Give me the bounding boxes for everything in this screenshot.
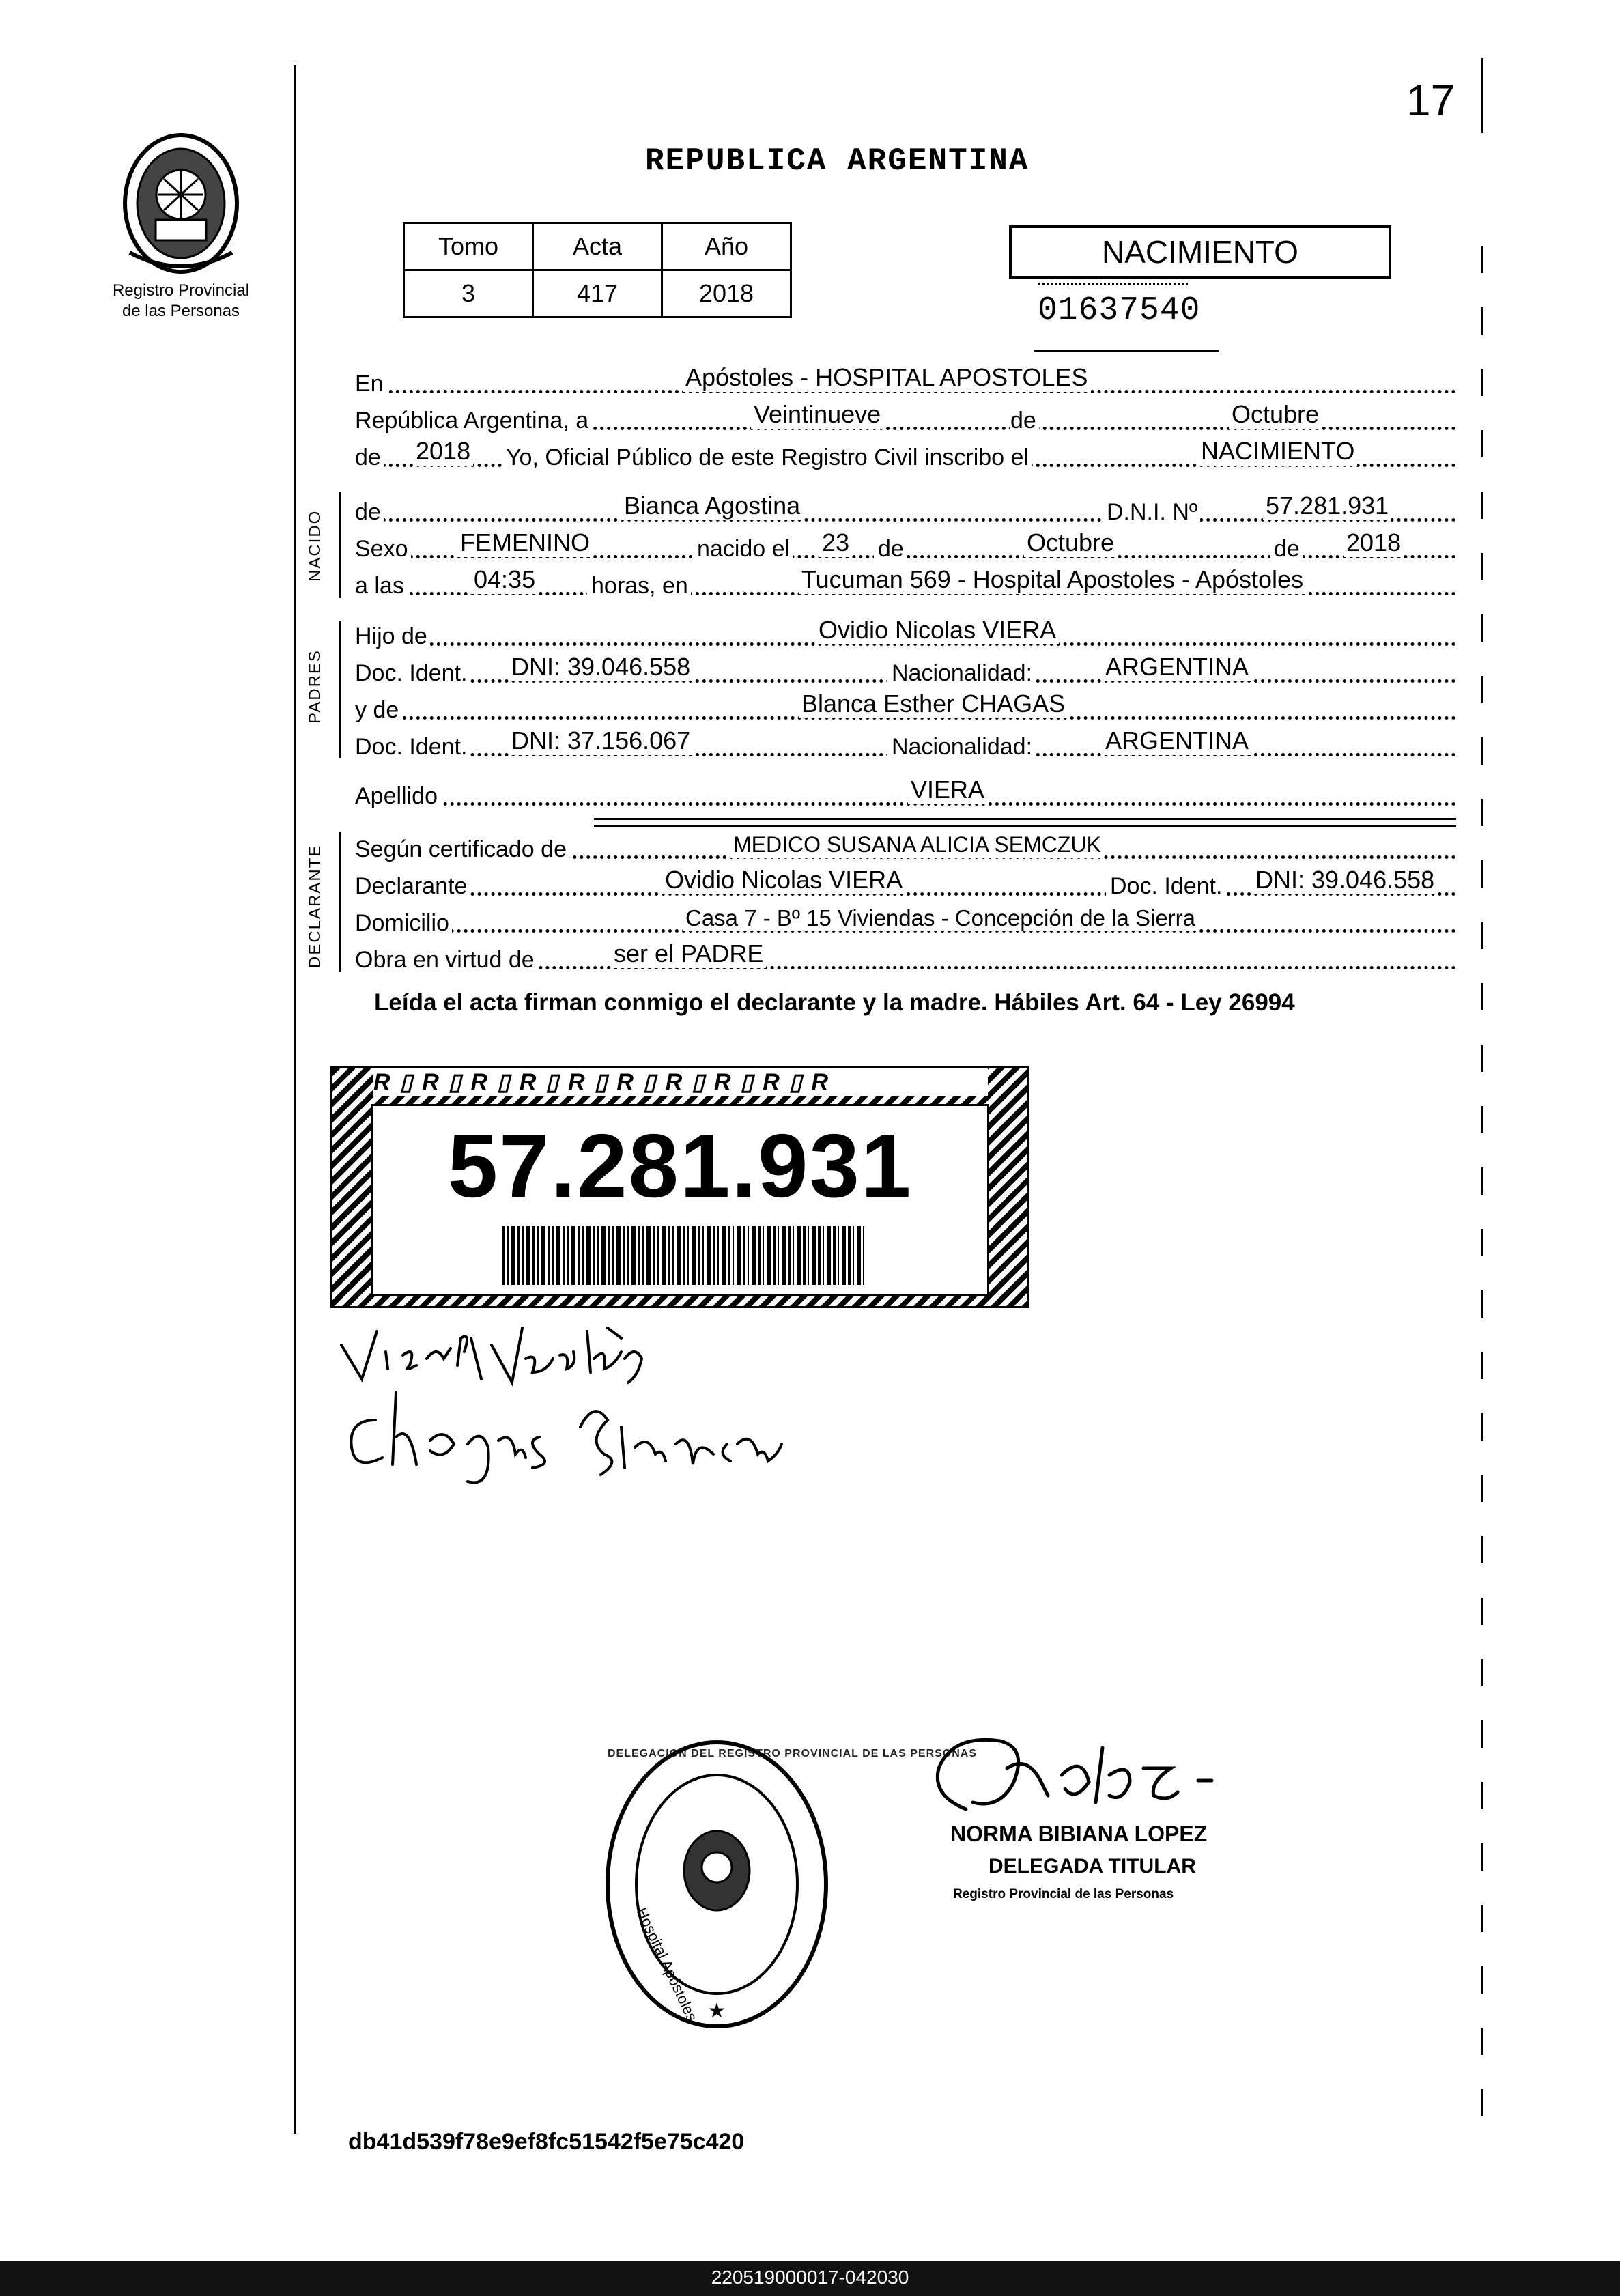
declarante-name-label: Declarante	[355, 873, 470, 900]
line-mother-doc	[355, 724, 1456, 765]
table-cell-tomo: 3	[404, 270, 533, 317]
sticker-letter: R	[519, 1069, 546, 1095]
sexo-label: Sexo	[355, 536, 411, 563]
sexo-value: FEMENINO	[457, 528, 593, 557]
declarante-label: DECLARANTE	[306, 844, 324, 968]
inscribo-text: Yo, Oficial Público de este Registro Civil inscribo el	[502, 444, 1032, 471]
serial-underline-top	[1038, 283, 1188, 285]
line-obra	[355, 937, 1456, 978]
doc-ident-label-2: Doc. Ident.	[355, 734, 470, 761]
sticker-border-letters: R▯R▯R▯R▯R▯R▯R▯R▯R▯R	[373, 1068, 988, 1096]
sticker-letter: R	[811, 1069, 838, 1095]
sticker-letter: R	[568, 1069, 595, 1095]
sticker-letter: R	[713, 1069, 741, 1095]
official-name: NORMA BIBIANA LOPEZ	[950, 1822, 1208, 1846]
certificate-value: MEDICO SUSANA ALICIA SEMCZUK	[730, 832, 1104, 858]
birth-year-value: 2018	[1344, 528, 1404, 557]
declarante-doc-value: DNI: 39.046.558	[1253, 866, 1437, 894]
official-stamp	[601, 1734, 978, 2035]
de-label: de	[1010, 408, 1039, 434]
nacionalidad-label: Nacionalidad:	[887, 660, 1035, 687]
nacido-label: NACIDO	[306, 509, 324, 582]
mother-name-value: Blanca Esther CHAGAS	[799, 690, 1068, 718]
sticker-inner	[371, 1104, 989, 1296]
nacido-el-label: nacido el	[693, 536, 793, 563]
left-margin-line	[294, 65, 296, 2134]
sticker-letter: R	[763, 1069, 789, 1095]
line-date	[355, 397, 1456, 438]
line-y-de	[355, 687, 1456, 728]
child-dni-value: 57.281.931	[1263, 492, 1391, 520]
horas-label: horas, en	[587, 573, 691, 599]
line-nacido-name	[355, 489, 1456, 530]
act-type-box: NACIMIENTO	[1009, 225, 1391, 279]
en-label: En	[355, 371, 386, 397]
record-table	[403, 222, 792, 318]
document-hash: db41d539f78e9ef8fc51542f5e75c420	[348, 2129, 745, 2155]
footer-code: 220519000017-042030	[711, 2267, 909, 2288]
father-nationality-value: ARGENTINA	[1103, 653, 1251, 681]
sticker-barcode	[502, 1226, 864, 1285]
month-value: Octubre	[1229, 400, 1322, 429]
line-inscribo	[355, 434, 1456, 475]
padres-label: PADRES	[306, 649, 324, 724]
mother-nationality-value: ARGENTINA	[1103, 726, 1251, 755]
right-margin-line	[1481, 58, 1483, 133]
doc-ident-label: Doc. Ident.	[355, 660, 470, 687]
logo-caption-line1: Registro Provincial	[112, 281, 250, 300]
sticker-letter: R	[373, 1069, 400, 1095]
de-label-2: de	[874, 536, 907, 563]
nacido-bracket	[339, 492, 341, 598]
year-value: 2018	[413, 437, 473, 466]
serial-underline	[1034, 350, 1219, 352]
birth-month-value: Octubre	[1024, 528, 1117, 557]
dni-label: D.N.I. Nº	[1103, 499, 1200, 526]
logo-caption-line2: de las Personas	[122, 302, 240, 320]
handwritten-signatures	[335, 1318, 881, 1495]
apellido-value: VIERA	[908, 776, 987, 804]
line-hijo-de	[355, 613, 1456, 654]
page-number: 17	[1406, 76, 1455, 125]
child-name-value: Bianca Agostina	[621, 492, 803, 520]
nacido-de-label: de	[355, 499, 384, 526]
y-de-label: y de	[355, 697, 401, 724]
right-margin-line-lower	[1481, 246, 1483, 2130]
page-title: REPUBLICA ARGENTINA	[645, 143, 1029, 179]
line-segun	[355, 826, 1456, 867]
nacionalidad-label-2: Nacionalidad:	[887, 734, 1035, 761]
birth-place-value: Tucuman 569 - Hospital Apostoles - Apóstoles	[799, 565, 1306, 594]
a-las-label: a las	[355, 573, 407, 599]
svg-text:★: ★	[707, 1999, 726, 2023]
stamp-outer-text: DELEGACION DEL REGISTRO PROVINCIAL DE LAS PERSONAS	[608, 1748, 978, 1759]
place-value: Apóstoles - HOSPITAL APOSTOLES	[683, 363, 1091, 392]
line-father-doc	[355, 650, 1456, 691]
inscribo-value: NACIMIENTO	[1198, 437, 1357, 466]
line-place	[355, 360, 1456, 401]
table-cell-anio: 2018	[662, 270, 791, 317]
segun-label: Según certificado de	[355, 836, 569, 863]
footer-bar	[0, 2261, 1620, 2296]
obra-value: ser el PADRE	[611, 939, 766, 968]
official-title: DELEGADA TITULAR	[989, 1855, 1196, 1877]
sticker-letter: R	[422, 1069, 449, 1095]
declarante-doc-label: Doc. Ident.	[1106, 873, 1225, 900]
line-declarante	[355, 863, 1456, 904]
table-header: Tomo	[404, 223, 533, 270]
province-logo	[96, 130, 266, 280]
table-header: Acta	[533, 223, 662, 270]
de-label-3: de	[1270, 536, 1303, 563]
hijo-de-label: Hijo de	[355, 623, 430, 650]
id-sticker	[330, 1066, 1029, 1308]
serial-number: 01637540	[1038, 292, 1201, 329]
declarante-name-value: Ovidio Nicolas VIERA	[662, 866, 905, 894]
line-apellido	[355, 773, 1456, 814]
sticker-letter: R	[665, 1069, 692, 1095]
apellido-label: Apellido	[355, 783, 440, 810]
table-cell-acta: 417	[533, 270, 662, 317]
sticker-letter: R	[470, 1069, 498, 1095]
declarante-bracket	[339, 832, 341, 972]
birth-day-value: 23	[819, 528, 852, 557]
father-doc-value: DNI: 39.046.558	[509, 653, 693, 681]
line-nacido-sexo	[355, 526, 1456, 567]
table-header: Año	[662, 223, 791, 270]
de-year-label: de	[355, 444, 384, 471]
domicilio-label: Domicilio	[355, 910, 452, 937]
padres-bracket	[339, 621, 341, 758]
father-name-value: Ovidio Nicolas VIERA	[816, 616, 1059, 644]
sticker-number: 57.281.931	[447, 1116, 913, 1216]
closing-text: Leída el acta firman conmigo el declarante y la madre. Hábiles Art. 64 - Ley 26994	[374, 989, 1295, 1016]
obra-label: Obra en virtud de	[355, 947, 537, 974]
official-office: Registro Provincial de las Personas	[953, 1887, 1174, 1901]
line-domicilio	[355, 900, 1456, 941]
republica-label: República Argentina, a	[355, 408, 591, 434]
mother-doc-value: DNI: 37.156.067	[509, 726, 693, 755]
time-value: 04:35	[471, 565, 538, 594]
domicilio-value: Casa 7 - Bº 15 Viviendas - Concepción de la Sierra	[683, 905, 1198, 931]
line-nacido-hora	[355, 563, 1456, 604]
day-words-value: Veintinueve	[751, 400, 883, 429]
stamp-inner-text: Hospital Apóstoles	[633, 1905, 701, 2024]
sticker-letter: R	[616, 1069, 643, 1095]
